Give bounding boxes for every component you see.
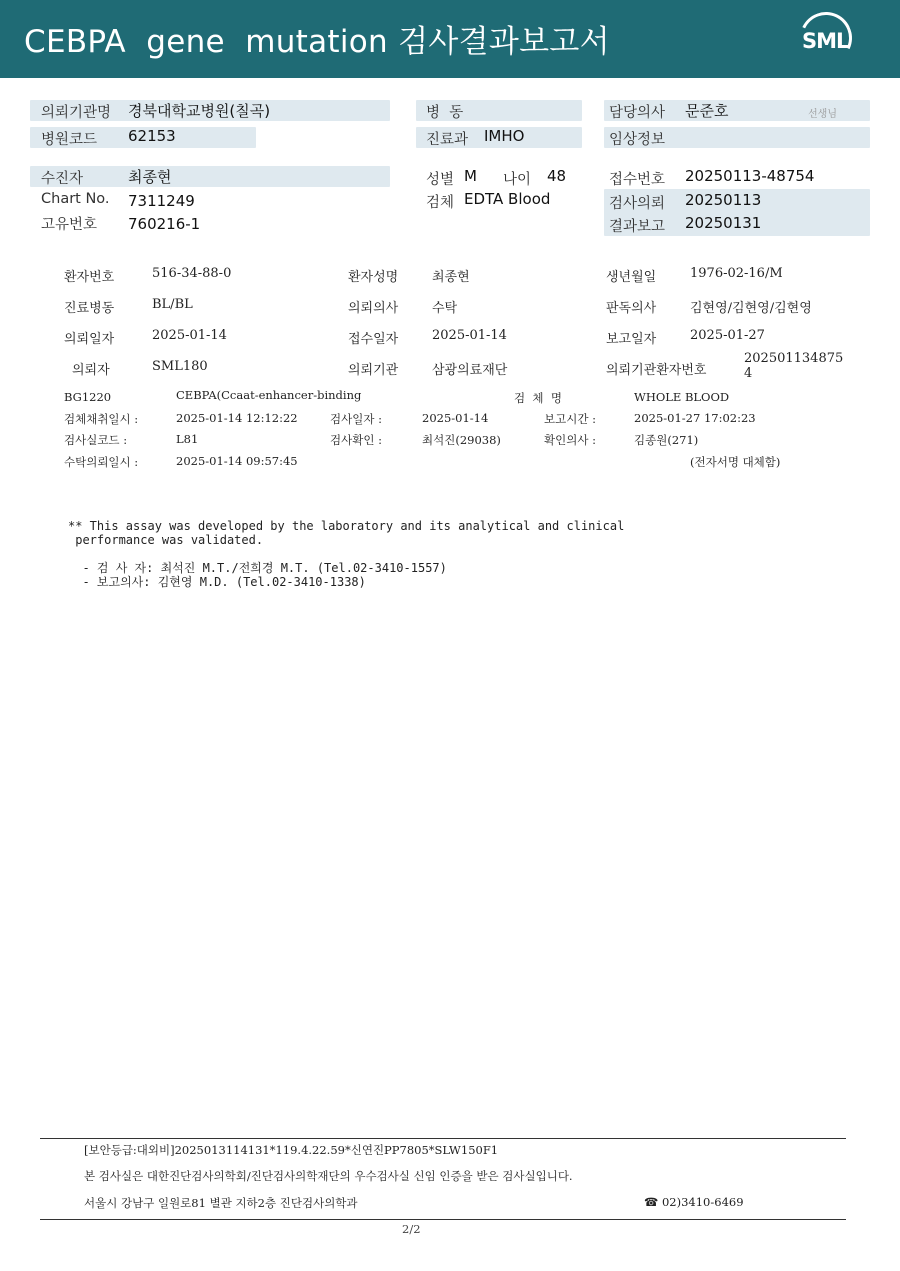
page-number: 2/2 [402,1222,421,1236]
footer-divider-bottom [40,1219,846,1220]
footer-divider-top [40,1138,846,1139]
patient-box [30,166,390,187]
doctor-name: 문준호 [685,102,729,120]
report-title: CEBPA gene mutation 검사결과보고서 [24,24,610,60]
lab-address: 서울시 강남구 일원로81 별관 지하2층 진단검사의학과 [84,1196,358,1210]
patient-name: 최종현 [128,168,172,186]
institution-name: 경북대학교병원(칠곡) [128,102,271,120]
report-header [0,0,900,78]
security-line: [보안등급:대외비]2025013114131*119.4.22.59*신연진PP7805*SLW150F1 [84,1143,499,1157]
lab-phone: ☎ 02)3410-6469 [644,1195,744,1209]
certification-note: 본 검사실은 대한진단검사의학회/진단검사의학재단의 우수검사실 신임 인증을 받은 검사실입니다. [84,1169,573,1183]
sml-logo: SML [796,12,856,66]
